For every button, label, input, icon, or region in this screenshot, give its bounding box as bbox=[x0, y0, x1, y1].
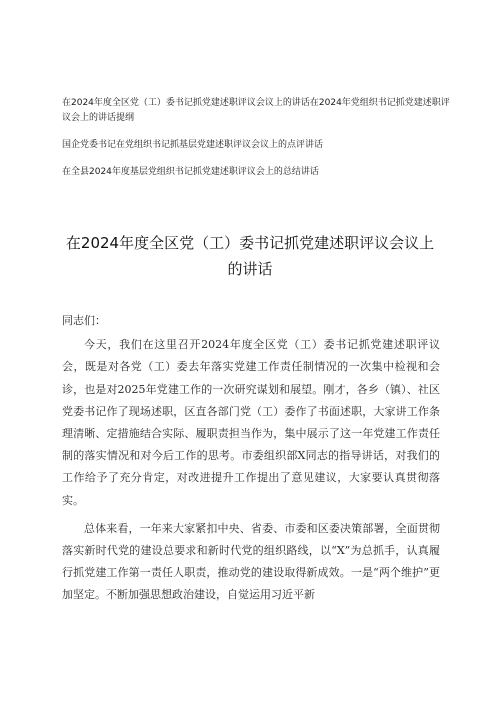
salutation: 同志们： bbox=[62, 314, 106, 327]
toc-item[interactable]: 在全县2024年度基层党组织书记抓党建述职评议会上的总结讲话 bbox=[62, 167, 319, 177]
body-paragraph: 总体来看，一年来大家紧扣中央、省委、市委和区委决策部署，全面贯彻落实新时代党的建设总要求和新时代党的组织路线，以“X”为总抓手，认真履行抓党建工作第一责任人职责，推动党的建设取得新成效。一是“两个维护”更加坚定。不断加强思想政治建设，自觉运用习近平新 bbox=[62, 521, 440, 602]
document-title bbox=[60, 230, 440, 282]
document-title-line: 的讲话 bbox=[227, 260, 273, 278]
document-title-line: 在2024年度全区党（工）委书记抓党建述职评议会议上 bbox=[65, 234, 435, 252]
toc-item[interactable]: 国企党委书记在党组织书记抓基层党建述职评议会议上的点评讲话 bbox=[62, 140, 324, 150]
body-paragraph: 今天，我们在这里召开2024年度全区党（工）委书记抓党建述职评议会，既是对各党（工）委去年落实党建工作责任制情况的一次集中检视和会诊，也是对2025年党建工作的一次研究谋划和展望。刚才，各乡（镇）、社区党委书记作了现场述职，区直各部门党（工）委作了书面述职，大家讲工作条理清晰、定措施结合实际、履职责担当作为，集中展示了这一年党建工作责任制的落实情况和对今后工作的思考。市委组织部X同志的指导讲话，对我们的工作给予了充分肯定，对改进提升工作提出了意见建议，大家要认真贯彻落实。 bbox=[62, 338, 440, 507]
toc-item[interactable]: 在2024年度全区党（工）委书记抓党建述职评议会议上的讲话在2024年党组织书记抓党建述职评议会上的讲话提纲 bbox=[62, 98, 450, 123]
document-body bbox=[62, 310, 440, 613]
table-of-contents bbox=[62, 96, 452, 192]
